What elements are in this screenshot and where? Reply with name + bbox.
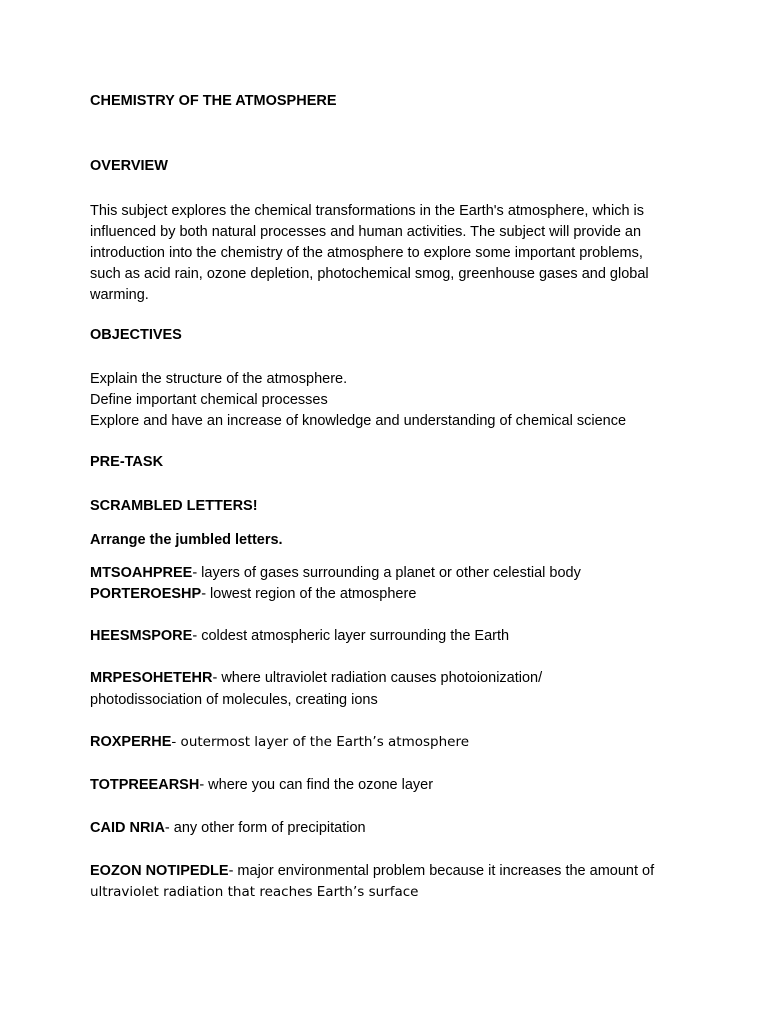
word-item <box>90 584 690 605</box>
objective-item: Explain the structure of the atmosphere. <box>90 371 348 387</box>
word-item <box>90 818 690 839</box>
word-item <box>90 626 690 647</box>
overview-paragraph <box>90 201 690 306</box>
scrambled-term: ROXPERHE <box>90 734 172 750</box>
word-item <box>90 563 690 584</box>
word-item <box>90 732 690 753</box>
objective-item: Define important chemical processes <box>90 392 328 408</box>
scrambled-letters-heading: SCRAMBLED LETTERS! <box>90 498 258 514</box>
scrambled-term: PORTEROESHP <box>90 586 202 602</box>
pretask-heading: PRE-TASK <box>90 454 164 470</box>
scrambled-term: EOZON NOTIPEDLE <box>90 863 229 879</box>
objectives-list <box>90 369 690 432</box>
term-definition-continuation: photodissociation of molecules, creating ions <box>90 692 378 708</box>
scrambled-term: CAID NRIA <box>90 820 165 836</box>
term-definition-continuation: ultraviolet radiation that reaches Earth’s surface <box>90 884 419 900</box>
overview-line: such as acid rain, ozone depletion, photochemical smog, greenhouse gases and global <box>90 266 649 282</box>
word-item <box>90 861 690 903</box>
scrambled-term: TOTPREEARSH <box>90 777 200 793</box>
overview-line: introduction into the chemistry of the atmosphere to explore some important problems, <box>90 245 643 261</box>
term-definition: - outermost layer of the Earth’s atmosphere <box>171 734 470 750</box>
term-definition: - any other form of precipitation <box>164 820 366 836</box>
objective-item: Explore and have an increase of knowledge and understanding of chemical science <box>90 413 627 429</box>
term-definition: - where ultraviolet radiation causes photoionization/ <box>212 670 543 686</box>
scrambled-term: MRPESOHETEHR <box>90 670 213 686</box>
term-definition: - lowest region of the atmosphere <box>201 586 417 602</box>
term-definition: - major environmental problem because it increases the amount of <box>228 863 655 879</box>
overview-line: This subject explores the chemical transformations in the Earth's atmosphere, which is <box>90 203 645 219</box>
term-definition: - layers of gases surrounding a planet or other celestial body <box>192 565 581 581</box>
overview-heading: OVERVIEW <box>90 158 168 174</box>
overview-line: influenced by both natural processes and human activities. The subject will provide an <box>90 224 642 240</box>
scrambled-term: MTSOAHPREE <box>90 565 193 581</box>
scrambled-term: HEESMSPORE <box>90 628 193 644</box>
term-definition: - where you can find the ozone layer <box>199 777 434 793</box>
word-item <box>90 775 690 796</box>
objectives-heading: OBJECTIVES <box>90 327 182 343</box>
word-item <box>90 668 690 711</box>
instruction-text: Arrange the jumbled letters. <box>90 532 283 548</box>
term-definition: - coldest atmospheric layer surrounding the Earth <box>192 628 510 644</box>
overview-line: warming. <box>90 287 149 303</box>
document-title: CHEMISTRY OF THE ATMOSPHERE <box>90 93 337 109</box>
